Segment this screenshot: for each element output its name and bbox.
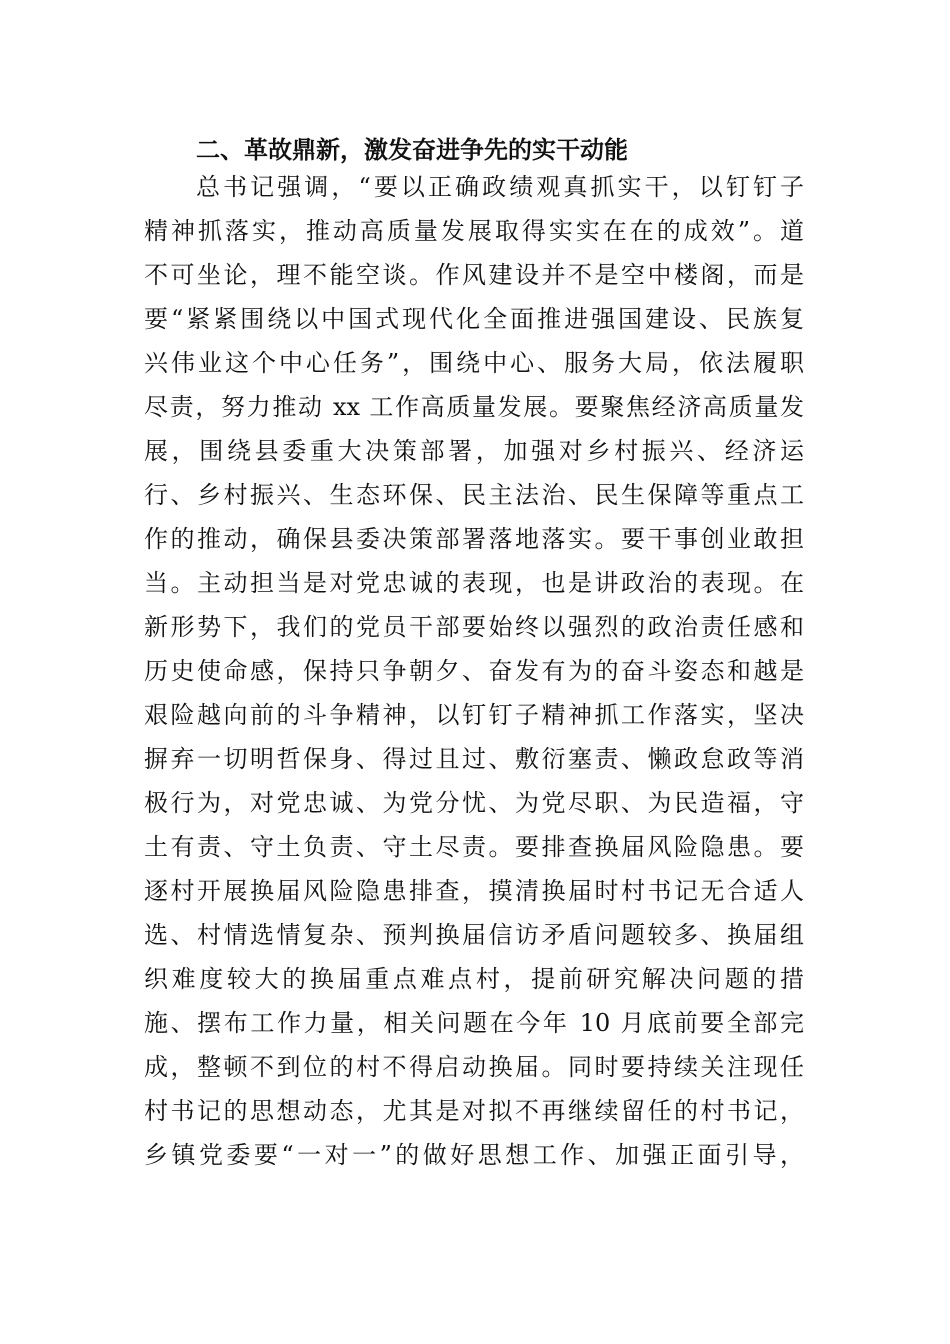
paragraph-line: 织难度较大的换届重点难点村，提前研究解决问题的措 xyxy=(144,965,804,993)
paragraph-line: 作的推动，确保县委决策部署落地落实。要干事创业敢担 xyxy=(144,525,804,553)
paragraph-line: 选、村情选情复杂、预判换届信访矛盾问题较多、换届组 xyxy=(144,921,804,949)
paragraph-line: 摒弃一切明哲保身、得过且过、敷衍塞责、懒政怠政等消 xyxy=(144,745,804,773)
paragraph-line: 历史使命感，保持只争朝夕、奋发有为的奋斗姿态和越是 xyxy=(144,657,804,685)
paragraph-line: 兴伟业这个中心任务”，围绕中心、服务大局，依法履职 xyxy=(144,349,804,377)
paragraph-line: 乡镇党委要“一对一”的做好思想工作、加强正面引导， xyxy=(144,1141,804,1169)
paragraph-line: 尽责，努力推动 xx 工作高质量发展。要聚焦经济高质量发 xyxy=(144,393,804,421)
paragraph-line: 施、摆布工作力量，相关问题在今年 10 月底前要全部完 xyxy=(144,1009,804,1037)
paragraph-line: 新形势下，我们的党员干部要始终以强烈的政治责任感和 xyxy=(144,613,804,641)
paragraph-line: 行、乡村振兴、生态环保、民主法治、民生保障等重点工 xyxy=(144,481,804,509)
paragraph-line: 不可坐论，理不能空谈。作风建设并不是空中楼阁，而是 xyxy=(144,261,804,289)
paragraph-line: 当。主动担当是对党忠诚的表现，也是讲政治的表现。在 xyxy=(144,569,804,597)
paragraph-line: 极行为，对党忠诚、为党分忧、为党尽职、为民造福，守 xyxy=(144,789,804,817)
paragraph-line: 精神抓落实，推动高质量发展取得实实在在的成效”。道 xyxy=(144,217,804,245)
section-heading: 二、革故鼎新，激发奋进争先的实干动能 xyxy=(196,136,628,164)
paragraph-line: 艰险越向前的斗争精神，以钉钉子精神抓工作落实，坚决 xyxy=(144,701,804,729)
paragraph-line: 展，围绕县委重大决策部署，加强对乡村振兴、经济运 xyxy=(144,437,804,465)
paragraph-line: 村书记的思想动态，尤其是对拟不再继续留任的村书记， xyxy=(144,1097,804,1125)
paragraph-line: 土有责、守土负责、守土尽责。要排查换届风险隐患。要 xyxy=(144,833,804,861)
paragraph-line: 总书记强调，“要以正确政绩观真抓实干，以钉钉子 xyxy=(196,173,804,201)
paragraph-line: 逐村开展换届风险隐患排查，摸清换届时村书记无合适人 xyxy=(144,877,804,905)
paragraph-line: 要“紧紧围绕以中国式现代化全面推进强国建设、民族复 xyxy=(144,305,804,333)
paragraph-line: 成，整顿不到位的村不得启动换届。同时要持续关注现任 xyxy=(144,1053,804,1081)
